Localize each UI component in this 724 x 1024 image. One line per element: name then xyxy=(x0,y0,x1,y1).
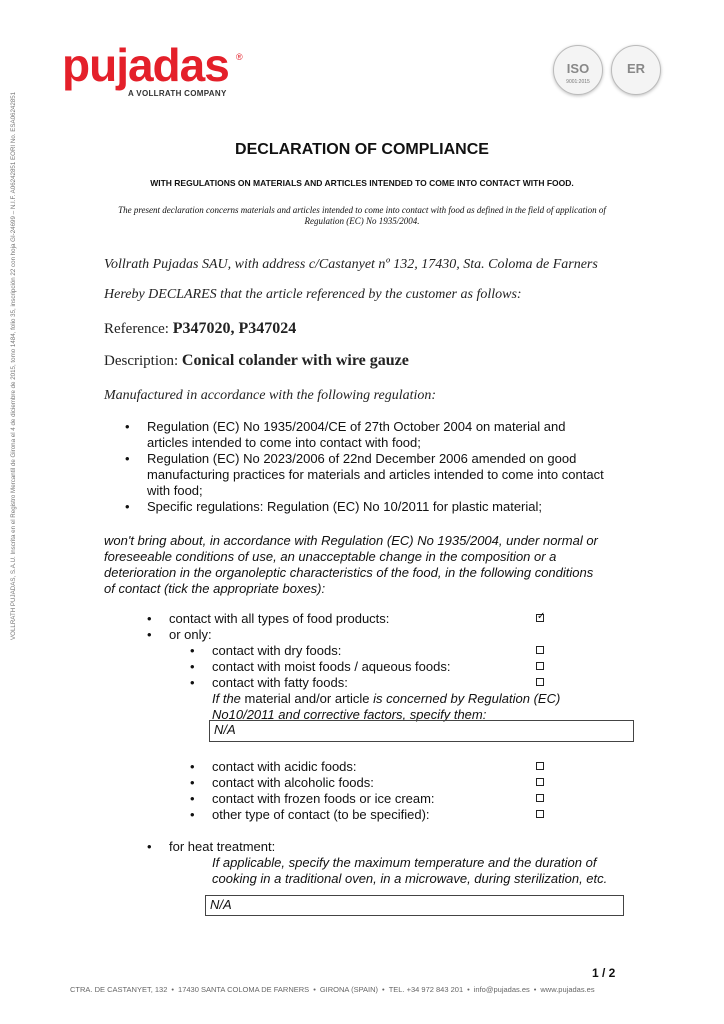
heat-treatment-label: for heat treatment: xyxy=(169,839,276,854)
description-row xyxy=(104,352,409,370)
footer xyxy=(70,985,670,994)
bullet-icon: • xyxy=(190,775,195,790)
bullet-icon: • xyxy=(190,807,195,822)
er-certification-seal xyxy=(611,45,661,95)
contact-acidic-label: contact with acidic foods: xyxy=(212,759,357,774)
bullet-icon: • xyxy=(190,791,195,806)
regulation-line: manufacturing practices for materials and articles intended to come into contact xyxy=(147,467,604,482)
paragraph-line: deterioration in the organoleptic characteristics of the food, in the following conditions xyxy=(104,565,594,580)
paragraph-line: won't bring about, in accordance with Regulation (EC) No 1935/2004, under normal or xyxy=(104,533,598,548)
regulation-item xyxy=(147,499,542,515)
or-only-label: or only: xyxy=(169,627,212,642)
footer-region: GIRONA (SPAIN) xyxy=(319,985,379,994)
contact-dry-label: contact with dry foods: xyxy=(212,643,342,658)
bullet-icon: • xyxy=(125,499,130,514)
contact-other-label: other type of contact (to be specified): xyxy=(212,807,430,822)
heat-note-line: If applicable, specify the maximum temperature and the duration of xyxy=(212,855,597,870)
separator-dot-icon: • xyxy=(382,985,385,994)
reference-value: P347020, P347024 xyxy=(172,320,297,337)
regulation-line: Regulation (EC) No 2023/2006 of 22nd December 2006 amended on good xyxy=(147,451,577,466)
er-seal-text: ER xyxy=(626,61,646,76)
separator-dot-icon: • xyxy=(171,985,175,994)
iso-seal-text: ISO xyxy=(566,61,590,76)
bullet-icon: • xyxy=(147,611,152,626)
footer-tel: TEL. +34 972 843 201 xyxy=(388,985,464,994)
paragraph-line: of contact (tick the appropriate boxes): xyxy=(104,581,326,596)
checkbox-acidic[interactable] xyxy=(536,762,544,770)
registered-mark: ® xyxy=(236,52,243,62)
fatty-corrective-factors-field[interactable]: N/A xyxy=(209,720,634,742)
company-logo: pujadas xyxy=(62,39,229,91)
contact-moist-label: contact with moist foods / aqueous foods: xyxy=(212,659,451,674)
checkbox-moist[interactable] xyxy=(536,662,544,670)
fatty-note-line: No10/2011 and corrective factors, specify them: xyxy=(212,707,487,722)
footer-city: 17430 SANTA COLOMA DE FARNERS xyxy=(178,985,310,994)
regulation-line: Regulation (EC) No 1935/2004/CE of 27th October 2004 on material and xyxy=(147,419,566,434)
footer-email[interactable]: info@pujadas.es xyxy=(473,985,530,994)
bullet-icon: • xyxy=(147,627,152,642)
conditions-paragraph xyxy=(104,533,598,597)
page-number: 1 / 2 xyxy=(592,966,616,980)
bullet-icon: • xyxy=(190,659,195,674)
heat-note-line: cooking in a traditional oven, in a microwave, during sterilization, etc. xyxy=(212,871,608,886)
contact-fatty-label: contact with fatty foods: xyxy=(212,675,348,690)
company-line: Vollrath Pujadas SAU, with address c/Castanyet nº 132, 17430, Sta. Coloma de Farners xyxy=(104,257,598,272)
company-logo-subtitle: A VOLLRATH COMPANY xyxy=(128,89,227,98)
footer-web[interactable]: www.pujadas.es xyxy=(540,985,595,994)
bullet-icon: • xyxy=(125,419,130,434)
checkbox-dry[interactable] xyxy=(536,646,544,654)
intro-paragraph: The present declaration concerns materials and articles intended to come into contact with food as defined in the field of application of Regulation (EC) No 1935/2004. xyxy=(118,205,606,226)
description-value: Conical colander with wire gauze xyxy=(181,352,409,369)
bullet-icon: • xyxy=(125,451,130,466)
iso-seal-subtext: 9001:2015 xyxy=(566,79,590,85)
footer-address: CTRA. DE CASTANYET, 132 xyxy=(70,985,168,994)
separator-dot-icon: • xyxy=(533,985,537,994)
manufactured-line: Manufactured in accordance with the following regulation: xyxy=(104,388,437,403)
separator-dot-icon: • xyxy=(313,985,316,994)
description-label: Description: xyxy=(104,353,179,369)
checkbox-fatty[interactable] xyxy=(536,678,544,686)
contact-all-label: contact with all types of food products: xyxy=(169,611,390,626)
regulation-item xyxy=(147,451,604,499)
separator-dot-icon: • xyxy=(467,985,470,994)
side-registry-text: VOLLRATH PUJADAS, S.A.U. Inscrita en el Registro Mercantil de Girona el 4 de diciembre de 2015, tomo 1484, folio 35, inscripción 22 con hoja GI-24699 – N.I.F. A06242851 EORI No. ESA06242851 xyxy=(10,91,17,640)
bullet-icon: • xyxy=(190,643,195,658)
fatty-note xyxy=(212,691,560,723)
heat-treatment-field[interactable]: N/A xyxy=(205,895,624,916)
declares-line: Hereby DECLARES that the article referenced by the customer as follows: xyxy=(104,287,522,302)
checkbox-all-types[interactable] xyxy=(536,614,544,622)
heat-note xyxy=(212,855,607,887)
document-title: DECLARATION OF COMPLIANCE xyxy=(235,141,489,158)
reference-label: Reference: xyxy=(104,321,169,337)
bullet-icon: • xyxy=(147,839,152,854)
regulation-line: with food; xyxy=(147,483,203,498)
bullet-icon: • xyxy=(190,759,195,774)
checkbox-other[interactable] xyxy=(536,810,544,818)
contact-frozen-label: contact with frozen foods or ice cream: xyxy=(212,791,435,806)
document-subtitle: WITH REGULATIONS ON MATERIALS AND ARTICLES INTENDED TO COME INTO CONTACT WITH FOOD. xyxy=(150,178,574,188)
paragraph-line: foreseeable conditions of use, an unacceptable change in the composition or a xyxy=(104,549,557,564)
regulation-line: Specific regulations: Regulation (EC) No 10/2011 for plastic material; xyxy=(147,499,543,514)
regulation-item xyxy=(147,419,565,451)
reference-row xyxy=(104,320,296,338)
contact-alcoholic-label: contact with alcoholic foods: xyxy=(212,775,374,790)
checkbox-frozen[interactable] xyxy=(536,794,544,802)
bullet-icon: • xyxy=(190,675,195,690)
iso-certification-seal xyxy=(553,45,603,95)
fatty-note-line: If the material and/or article is concerned by Regulation (EC) xyxy=(212,691,561,706)
regulation-line: articles intended to come into contact with food; xyxy=(147,435,421,450)
checkbox-alcoholic[interactable] xyxy=(536,778,544,786)
